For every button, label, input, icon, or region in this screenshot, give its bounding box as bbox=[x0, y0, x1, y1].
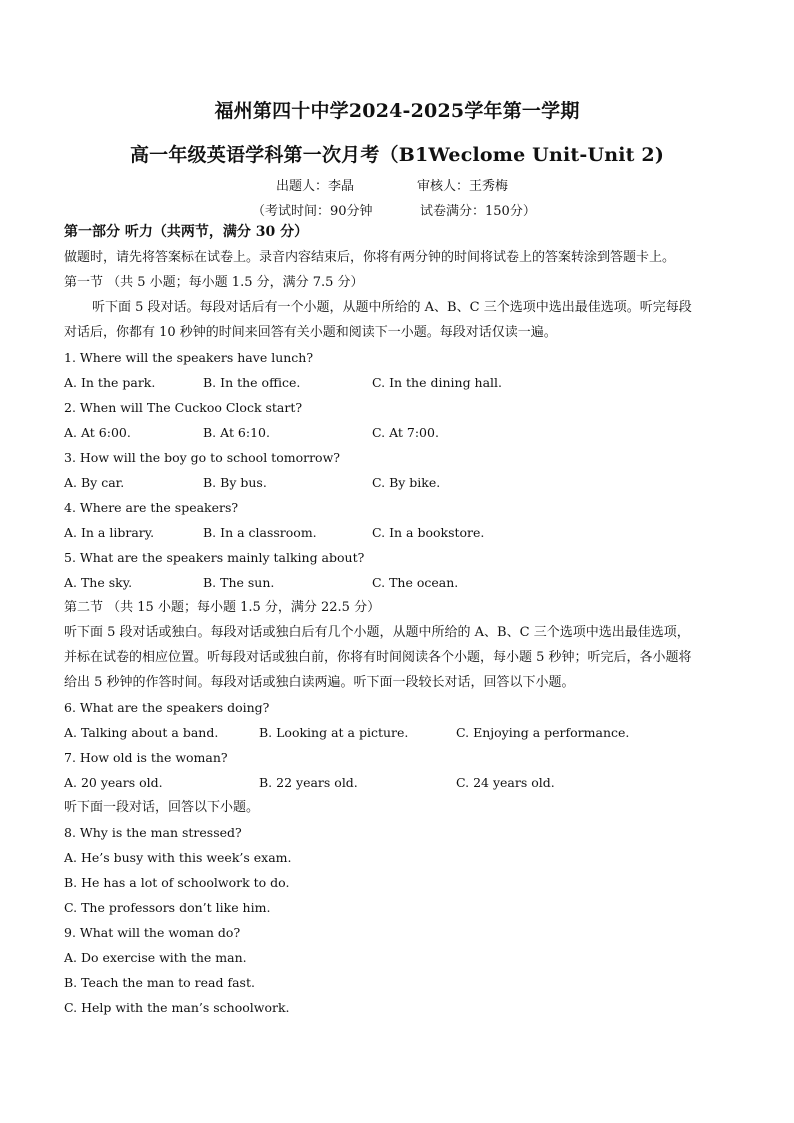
section1-heading: 第一节 （共 5 小题；每小题 1.5 分，满分 7.5 分） bbox=[64, 275, 364, 290]
exam-time: （考试时间：90分钟 bbox=[252, 204, 373, 219]
exam-title-line2: 高一年级英语学科第一次月考（B1Weclome Unit-Unit 2) bbox=[129, 144, 665, 166]
q2-option-c: C. At 7:00. bbox=[372, 425, 439, 440]
q8-option-c: C. The professors don’t like him. bbox=[64, 900, 271, 915]
q4-option-a: A. In a library. bbox=[64, 525, 155, 540]
q3-option-c: C. By bike. bbox=[372, 475, 441, 490]
q2-option-a: A. At 6:00. bbox=[64, 425, 131, 440]
question-9: 9. What will the woman do? bbox=[64, 925, 241, 940]
part1-instruction: 做题时，请先将答案标在试卷上。录音内容结束后，你将有两分钟的时间将试卷上的答案转涂到答题卡上。 bbox=[64, 250, 676, 265]
section1-directions-1: 听下面 5 段对话。每段对话后有一个小题，从题中所给的 A、B、C 三个选项中选出最佳选项。听完每段 bbox=[92, 300, 692, 315]
setter-label: 出题人：李晶 bbox=[276, 179, 355, 194]
q7-option-c: C. 24 years old. bbox=[456, 775, 555, 790]
q9-option-b: B. Teach the man to read fast. bbox=[64, 975, 255, 990]
section2-heading: 第二节 （共 15 小题；每小题 1.5 分，满分 22.5 分） bbox=[64, 600, 381, 615]
section2-directions-1: 听下面 5 段对话或独白。每段对话或独白后有几个小题，从题中所给的 A、B、C 三个选项中选出最佳选项， bbox=[64, 625, 690, 640]
q3-option-b: B. By bus. bbox=[203, 475, 267, 490]
question-1: 1. Where will the speakers have lunch? bbox=[64, 350, 314, 365]
q8-option-a: A. He’s busy with this week’s exam. bbox=[64, 850, 292, 865]
section2-directions-3: 给出 5 秒钟的作答时间。每段对话或独白读两遍。听下面一段较长对话，回答以下小题。 bbox=[64, 675, 575, 690]
q2-option-b: B. At 6:10. bbox=[203, 425, 270, 440]
question-7: 7. How old is the woman? bbox=[64, 750, 228, 765]
next-dialogue-instruction: 听下面一段对话，回答以下小题。 bbox=[64, 800, 260, 815]
q1-option-a: A. In the park. bbox=[64, 375, 156, 390]
q6-option-a: A. Talking about a band. bbox=[64, 725, 219, 740]
section1-directions-2: 对话后，你都有 10 秒钟的时间来回答有关小题和阅读下一小题。每段对话仅读一遍。 bbox=[64, 325, 557, 340]
q4-option-b: B. In a classroom. bbox=[203, 525, 317, 540]
q5-option-a: A. The sky. bbox=[64, 575, 133, 590]
section2-directions-2: 并标在试卷的相应位置。听每段对话或独白前，你将有时间阅读各个小题，每小题 5 秒钟；听完后，各小题将 bbox=[64, 650, 692, 665]
question-8: 8. Why is the man stressed? bbox=[64, 825, 242, 840]
q1-option-c: C. In the dining hall. bbox=[372, 375, 503, 390]
q5-option-c: C. The ocean. bbox=[372, 575, 459, 590]
q9-option-c: C. Help with the man’s schoolwork. bbox=[64, 1000, 290, 1015]
q9-option-a: A. Do exercise with the man. bbox=[64, 950, 247, 965]
exam-title-line1: 福州第四十中学2024-2025学年第一学期 bbox=[214, 100, 580, 122]
part1-heading: 第一部分 听力（共两节，满分 30 分） bbox=[64, 224, 309, 240]
q7-option-b: B. 22 years old. bbox=[259, 775, 358, 790]
q1-option-b: B. In the office. bbox=[203, 375, 301, 390]
question-3: 3. How will the boy go to school tomorrow? bbox=[64, 450, 340, 465]
q6-option-b: B. Looking at a picture. bbox=[259, 725, 409, 740]
reviewer-label: 审核人：王秀梅 bbox=[417, 179, 509, 194]
question-5: 5. What are the speakers mainly talking about? bbox=[64, 550, 365, 565]
exam-score: 试卷满分：150分） bbox=[420, 204, 536, 219]
q8-option-b: B. He has a lot of schoolwork to do. bbox=[64, 875, 290, 890]
q6-option-c: C. Enjoying a performance. bbox=[456, 725, 630, 740]
q3-option-a: A. By car. bbox=[64, 475, 125, 490]
question-2: 2. When will The Cuckoo Clock start? bbox=[64, 400, 303, 415]
question-6: 6. What are the speakers doing? bbox=[64, 700, 270, 715]
q7-option-a: A. 20 years old. bbox=[64, 775, 163, 790]
q5-option-b: B. The sun. bbox=[203, 575, 275, 590]
question-4: 4. Where are the speakers? bbox=[64, 500, 239, 515]
q4-option-c: C. In a bookstore. bbox=[372, 525, 485, 540]
